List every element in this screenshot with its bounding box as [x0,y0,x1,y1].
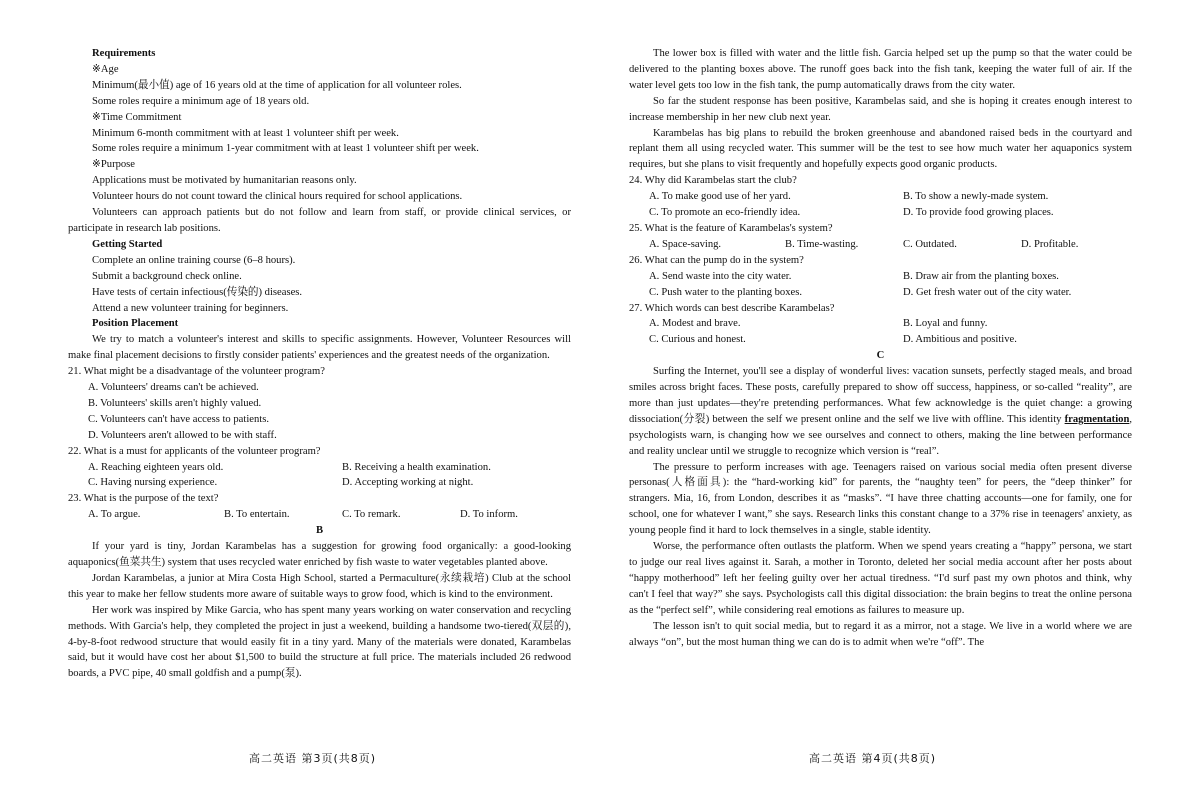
age-line-1: Minimum(最小值) age of 16 years old at the time of application for all volunteer roles. [92,79,462,91]
getting-started-2: Submit a background check online. [92,270,242,282]
requirements-heading: Requirements [92,48,156,59]
section-b-paragraph-4: The lower box is filled with water and the little fish. Garcia helped set up the pump so that the water could be delivered to the planting boxes above. The runoff goes back into the fish tank, keeping the water full of air. If the water level gets too low in the fish tank, the pump automatically draws from the city water. [629,48,1132,91]
question-22: 22. What is a must for applicants of the volunteer program? [68,445,321,457]
section-c-paragraph-1-start: Surfing the Internet, you'll see a display of wonderful lives: vacation sunsets, perfectly staged meals, and broad smiles across bright faces. These posts, carefully prepared to show off success, happiness, or so-called “reality”, are more than just updates—they're pretending performances. What few acknowledge is the quiet change: a growing dissociation(分裂) between the self we present online and the self we live with offline. This identity [629,366,1132,425]
options-23-row [68,507,571,523]
option-27d: D. Ambitious and positive. [903,334,1017,346]
section-b-paragraph-3: Her work was inspired by Mike Garcia, who has spent many years working on water conservation and recycling methods. With Garcia's help, they completed the project in just a weekend, building a handsome two-tiered(双层的), 4-by-8-foot redwood structure that would easily fit in a tiny yard. Many of the materials were donated, Karambelas said, but it would have cost her about $1,500 to build the structure at full price. The materials included 26 redwood boards, a PVC pipe, 40 small goldfish and a pump(泵). [68,604,571,680]
question-23: 23. What is the purpose of the text? [68,493,219,505]
option-27b: B. Loyal and funny. [903,318,988,330]
question-27: 27. Which words can best describe Karambelas? [629,302,835,314]
options-22-row-1 [68,460,571,476]
section-b-paragraph-5: So far the student response has been positive, Karambelas said, and she is hoping it creates enough interest to increase membership in her new club next year. [629,95,1132,123]
section-c-paragraph-3: Worse, the performance often outlasts the platform. When we spend years creating a “happy” persona, we start to judge our real lives against it. Sarah, a mother in Toronto, deleted her social media account after her posts about “happy motherhood” left her feeling guilty over her actual tiredness. “I'd surf past my own photos and think, why can't I feel that way?” she says. Psychologists call this digital dissociation: the brain begins to treat the online persona as the “perfect self”, while considering real emotions as failures to measure up. [629,541,1132,616]
section-b-paragraph-6: Karambelas has big plans to rebuild the broken greenhouse and abandoned raised beds in the courtyard and replant them all using recycled water. This summer will be the test to see how much water her aquaponics system requires, but she plans to visit frequently and hopefully expects good organic products. [629,127,1132,171]
options-26-row-1 [629,269,1132,285]
section-c-paragraph-1 [629,364,1132,459]
option-22d: D. Accepting working at night. [342,477,474,489]
option-24d: D. To provide food growing places. [903,207,1054,219]
getting-started-3: Have tests of certain infectious(传染的) diseases. [92,286,303,298]
purpose-line-3: Volunteers can approach patients but do not follow and learn from staff, or provide clinical services, or participate in research lab positions. [68,207,571,234]
option-26d: D. Get fresh water out of the city water. [903,286,1072,298]
option-21c: C. Volunteers can't have access to patients. [88,413,269,425]
getting-started-heading: Getting Started [92,238,163,250]
right-page-footer: 高二英语 第4页(共8页) [809,752,937,765]
option-23a: A. To argue. [88,509,141,521]
option-25c: C. Outdated. [903,238,957,250]
option-22b: B. Receiving a health examination. [342,461,491,473]
time-line-2: Some roles require a minimum 1-year commitment with at least 1 volunteer shift per week. [92,143,479,155]
position-placement-heading: Position Placement [92,318,179,330]
position-placement-text: We try to match a volunteer's interest and skills to specific assignments. However, Volunteer Resources will make final placement decisions to firstly consider patients' experiences and the greatest needs of the organization. [68,334,571,362]
question-26: 26. What can the pump do in the system? [629,254,804,266]
question-24: 24. Why did Karambelas start the club? [629,175,797,187]
right-page [629,46,1132,650]
age-line-2: Some roles require a minimum age of 18 years old. [92,95,310,107]
options-26-row-2 [629,285,1132,301]
option-21b: B. Volunteers' skills aren't highly valued. [88,397,262,409]
option-25d: D. Profitable. [1021,238,1079,250]
option-22c: C. Having nursing experience. [88,477,218,489]
section-c-paragraph-1-end: , psychologists warn, is changing how we see ourselves and connect to others, making the line between performance and reality unclear until we struggle to recognize which version is “real”. [629,413,1132,457]
getting-started-4: Attend a new volunteer training for beginners. [92,302,289,314]
options-24-row-2 [629,205,1132,221]
option-23c: C. To remark. [342,509,401,521]
option-26b: B. Draw air from the planting boxes. [903,270,1059,282]
option-25b: B. Time-wasting. [785,238,859,250]
option-26a: A. Send waste into the city water. [649,270,792,282]
section-c-paragraph-4: The lesson isn't to quit social media, but to regard it as a mirror, not a stage. We live in a world where we are always “on”, but the most human thing we can do is to admit when we're “off”. The [629,620,1132,648]
left-page-footer: 高二英语 第3页(共8页) [249,752,377,765]
section-b-heading: B [315,525,324,537]
option-26c: C. Push water to the planting boxes. [649,286,803,298]
option-24c: C. To promote an eco-friendly idea. [649,207,801,219]
option-25a: A. Space-saving. [649,238,722,250]
option-24b: B. To show a newly-made system. [903,191,1049,203]
option-27a: A. Modest and brave. [649,318,741,330]
age-heading: ※Age [92,63,119,75]
option-21a: A. Volunteers' dreams can't be achieved. [88,382,259,394]
purpose-line-1: Applications must be motivated by humanitarian reasons only. [92,175,357,187]
purpose-heading: ※Purpose [92,159,136,171]
options-27-row-2 [629,332,1132,348]
section-c-heading: C [876,350,885,362]
section-c-paragraph-2: The pressure to perform increases with age. Teenagers raised on various social media often present diverse personas(人格面具): the “hard-working kid” for parents, the “naughty teen” for peers, the “deep thinker” for strangers. Mia, 16, from London, describes it as “masks”. “I have three chatting accounts—one for family, one for school, one for whatever I want,” she says. Research links this constant change to a 37% rise in teenagers' anxiety, as young people find it hard to lock themselves in a single, stable identity. [629,461,1132,537]
option-22a: A. Reaching eighteen years old. [88,461,224,473]
option-27c: C. Curious and honest. [649,334,746,346]
option-23b: B. To entertain. [224,509,290,521]
time-line-1: Minimum 6-month commitment with at least 1 volunteer shift per week. [92,127,399,139]
purpose-line-2: Volunteer hours do not count toward the clinical hours required for school applications. [92,191,463,203]
options-25-row [629,237,1132,253]
fragmentation-keyword: fragmentation [1064,413,1130,425]
options-24-row-1 [629,189,1132,205]
section-b-paragraph-2: Jordan Karambelas, a junior at Mira Costa High School, started a Permaculture(永续栽培) Club at the school this year to make her fellow students more aware of suitable ways to grow food, which is kind to the environment. [68,572,571,600]
option-23d: D. To inform. [460,509,518,521]
question-21: 21. What might be a disadvantage of the volunteer program? [68,366,325,378]
section-b-paragraph-1: If your yard is tiny, Jordan Karambelas has a suggestion for growing food organically: a good-looking aquaponics(鱼菜共生) system that uses recycled water enriched by fish waste to water vegetables planted above. [68,541,571,568]
options-22-row-2 [68,475,571,491]
option-24a: A. To make good use of her yard. [649,191,791,203]
getting-started-1: Complete an online training course (6–8 hours). [92,254,296,266]
question-25: 25. What is the feature of Karambelas's system? [629,222,833,234]
option-21d: D. Volunteers aren't allowed to be with staff. [88,429,277,441]
options-27-row-1 [629,316,1132,332]
time-heading: ※Time Commitment [92,111,182,123]
left-page [68,46,571,682]
